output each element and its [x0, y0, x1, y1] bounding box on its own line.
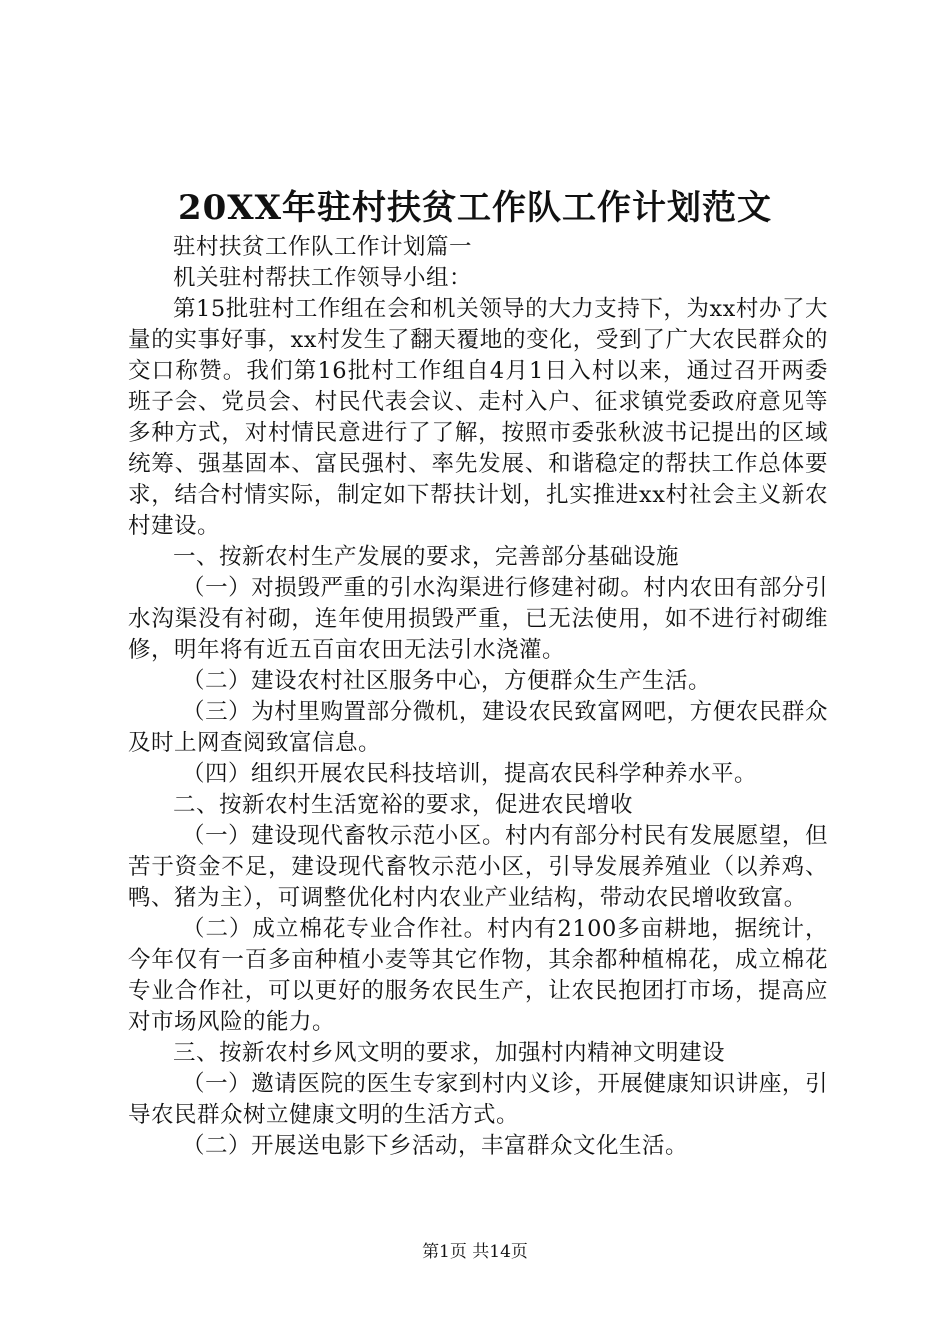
paragraph-plan-heading: 驻村扶贫工作队工作计划篇一 [173, 234, 473, 260]
list-item: （三）为村里购置部分微机，建设农民致富网吧，方便农民群众及时上网查阅致富信息。 [128, 699, 828, 756]
section-heading-three: 三、按新农村乡风文明的要求，加强村内精神文明建设 [173, 1040, 726, 1066]
document-title: 20XX年驻村扶贫工作队工作计划范文 [177, 188, 773, 228]
document-body [128, 232, 828, 1162]
paragraph-salutation: 机关驻村帮扶工作领导小组： [173, 265, 473, 291]
page-indicator: 第1页 共14页 [422, 1242, 528, 1262]
list-item: （一）对损毁严重的引水沟渠进行修建衬砌。村内农田有部分引水沟渠没有衬砌，连年使用损毁严重，已无法使用，如不进行衬砌维修，明年将有近五百亩农田无法引水浇灌。 [128, 575, 828, 663]
list-item: （二）建设农村社区服务中心，方便群众生产生活。 [182, 668, 712, 694]
list-item: （二）成立棉花专业合作社。村内有2100多亩耕地，据统计，今年仅有一百多亩种植小麦等其它作物，其余都种植棉花，成立棉花专业合作社，可以更好的服务农民生产，让农民抱团打市场，提高应对市场风险的能力。 [128, 916, 828, 1035]
list-item: （一）邀请医院的医生专家到村内义诊，开展健康知识讲座，引导农民群众树立健康文明的生活方式。 [128, 1071, 828, 1128]
section-heading-two: 二、按新农村生活宽裕的要求，促进农民增收 [173, 792, 634, 818]
list-item: （四）组织开展农民科技培训，提高农民科学种养水平。 [182, 761, 758, 787]
list-item: （二）开展送电影下乡活动，丰富群众文化生活。 [182, 1133, 689, 1159]
paragraph-intro: 第15批驻村工作组在会和机关领导的大力支持下，为xx村办了大量的实事好事，xx村发生了翻天覆地的变化，受到了广大农民群众的交口称赞。我们第16批村工作组自4月1日入村以来，通过召开两委班子会、党员会、村民代表会议、走村入户、征求镇党委政府意见等多种方式，对村情民意进行了了解，按照市委张秋波书记提出的区域统筹、强基固本、富民强村、率先发展、和谐稳定的帮扶工作总体要求，结合村情实际，制定如下帮扶计划，扎实推进xx村社会主义新农村建设。 [128, 296, 828, 539]
page-footer [0, 1240, 950, 1264]
list-item: （一）建设现代畜牧示范小区。村内有部分村民有发展愿望，但苦于资金不足，建设现代畜牧示范小区，引导发展养殖业（以养鸡、鸭、猪为主），可调整优化村内农业产业结构，带动农民增收致富。 [128, 823, 828, 911]
section-heading-one: 一、按新农村生产发展的要求，完善部分基础设施 [173, 544, 680, 570]
